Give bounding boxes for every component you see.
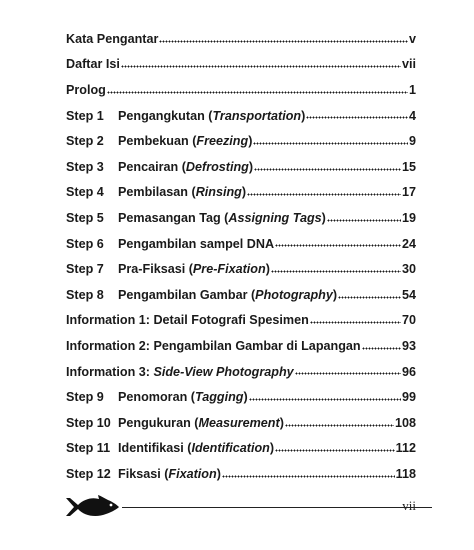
toc-title-text: Prolog xyxy=(66,82,106,97)
toc-title-text: Information 1: Detail Fotografi Spesimen xyxy=(66,313,309,328)
toc-page-number: 96 xyxy=(401,364,416,379)
toc-page-number: 15 xyxy=(401,159,416,174)
toc-page-number: vii xyxy=(401,57,416,72)
toc-title xyxy=(66,83,106,97)
toc-title xyxy=(118,134,252,148)
toc-title-suffix: ) xyxy=(241,185,247,200)
toc-step-label: Step 8 xyxy=(66,287,104,302)
toc-step-label: Step 2 xyxy=(66,134,104,149)
toc-title-italic: Fixation xyxy=(168,466,217,481)
toc-title-text: Pembekuan ( xyxy=(118,134,197,149)
dot-leader xyxy=(121,59,401,69)
toc-page-number: 30 xyxy=(401,262,416,277)
toc-title-text: Pengukuran ( xyxy=(118,415,199,430)
toc-title-text: Pra-Fiksasi ( xyxy=(118,262,193,277)
dot-leader xyxy=(159,34,408,44)
toc-title xyxy=(66,365,294,379)
toc-title-suffix: ) xyxy=(248,134,253,149)
page-footer xyxy=(64,492,424,522)
toc-page-number: 9 xyxy=(408,134,416,149)
toc-entry[interactable] xyxy=(66,52,416,78)
toc-title xyxy=(66,32,158,46)
dot-leader xyxy=(253,136,408,146)
toc-title-italic: Assigning Tags xyxy=(228,210,322,225)
toc-title xyxy=(118,390,248,404)
toc-step-label: Step 6 xyxy=(66,236,104,251)
toc-page-number: 99 xyxy=(401,390,416,405)
toc-title-suffix: ) xyxy=(216,466,221,481)
toc-step-label: Step 3 xyxy=(66,159,104,174)
toc-entry[interactable] xyxy=(66,384,416,410)
toc-title-text: Pengangkutan ( xyxy=(118,108,213,123)
toc-step-label: Step 1 xyxy=(66,108,104,123)
dot-leader xyxy=(295,366,401,376)
toc-title-suffix: ) xyxy=(332,287,338,302)
dot-leader xyxy=(275,238,401,248)
toc-title-italic: Freezing xyxy=(196,134,249,149)
dot-leader xyxy=(275,443,395,453)
toc-title-text: Pembilasan ( xyxy=(118,185,196,200)
toc-title-italic: Pre-Fixation xyxy=(192,262,266,277)
toc-title xyxy=(118,160,253,174)
toc-title-suffix: ) xyxy=(243,390,248,405)
toc-entry[interactable] xyxy=(66,333,416,359)
toc-title xyxy=(118,288,337,302)
toc-page-number: 54 xyxy=(401,287,416,302)
dot-leader xyxy=(247,187,401,197)
toc-entry[interactable] xyxy=(66,103,416,129)
toc-title-text: Fiksasi ( xyxy=(118,466,169,481)
toc-step-label: Step 10 xyxy=(66,415,111,430)
toc-entry[interactable] xyxy=(66,256,416,282)
toc-title-suffix: ) xyxy=(321,210,326,225)
toc-step-label: Step 5 xyxy=(66,210,104,225)
dot-leader xyxy=(327,213,401,223)
toc-page-number: 19 xyxy=(401,210,416,225)
toc-title-suffix: ) xyxy=(279,415,284,430)
toc-entry[interactable] xyxy=(66,231,416,257)
toc-entry[interactable] xyxy=(66,461,416,487)
dot-leader xyxy=(222,469,395,479)
toc-title-suffix: ) xyxy=(301,108,306,123)
toc-title-italic: Rinsing xyxy=(195,185,242,200)
toc-entry[interactable] xyxy=(66,359,416,385)
toc-entry[interactable] xyxy=(66,410,416,436)
dot-leader xyxy=(306,110,408,120)
toc-entry[interactable] xyxy=(66,154,416,180)
dot-leader xyxy=(254,162,401,172)
toc-title-italic: Identification xyxy=(191,441,270,456)
dot-leader xyxy=(285,418,394,428)
toc-title-suffix: ) xyxy=(248,159,254,174)
toc-page-number: 1 xyxy=(408,82,416,97)
dot-leader xyxy=(338,290,401,300)
toc-page-number: 17 xyxy=(401,185,416,200)
fish-icon xyxy=(64,494,120,520)
toc-title-text: Pemasangan Tag ( xyxy=(118,210,229,225)
toc-title xyxy=(118,237,274,251)
toc-title xyxy=(118,262,270,276)
toc-page-number: 70 xyxy=(401,313,416,328)
toc-page-number: 4 xyxy=(408,108,416,123)
toc-title-suffix: ) xyxy=(269,441,275,456)
toc-title-italic: Transportation xyxy=(212,108,302,123)
toc-page-number: 93 xyxy=(401,338,416,353)
toc-page-number: 108 xyxy=(394,415,416,430)
toc-title xyxy=(118,441,274,455)
toc-page-number: v xyxy=(408,31,416,46)
toc-title-italic: Tagging xyxy=(194,390,244,405)
toc-step-label: Step 12 xyxy=(66,466,111,481)
toc-title xyxy=(118,467,221,481)
toc-page-number: 112 xyxy=(395,441,416,456)
dot-leader xyxy=(249,392,401,402)
toc-title-italic: Photography xyxy=(255,287,333,302)
toc-title xyxy=(118,185,246,199)
toc-title-text: Kata Pengantar xyxy=(66,31,159,46)
toc-title-italic: Defrosting xyxy=(185,159,249,174)
toc-title xyxy=(118,211,326,225)
toc-step-label: Step 9 xyxy=(66,390,104,405)
toc-title-italic: Side-View Photography xyxy=(153,364,294,379)
toc-title-text: Pencairan ( xyxy=(118,159,186,174)
toc-title-italic: Measurement xyxy=(198,415,280,430)
toc-step-label: Step 7 xyxy=(66,262,104,277)
toc-title-text: Daftar Isi xyxy=(66,57,120,72)
toc-page-number: 118 xyxy=(395,466,416,481)
toc-title xyxy=(118,109,305,123)
toc-title-text: Pengambilan Gambar ( xyxy=(118,287,256,302)
toc-title-text: Information 3: xyxy=(66,364,154,379)
toc-entry[interactable] xyxy=(66,282,416,308)
toc-entry[interactable] xyxy=(66,26,416,52)
toc-entry[interactable] xyxy=(66,77,416,103)
dot-leader xyxy=(310,315,401,325)
toc-title xyxy=(118,416,284,430)
toc-page-number: 24 xyxy=(401,236,416,251)
toc-title-text: Pengambilan sampel DNA xyxy=(118,236,275,251)
toc-entry[interactable] xyxy=(66,205,416,231)
toc-title-suffix: ) xyxy=(265,262,270,277)
toc-step-label: Step 11 xyxy=(66,441,111,456)
page-number: vii xyxy=(402,498,416,513)
toc-entry[interactable] xyxy=(66,436,416,462)
footer-rule xyxy=(122,507,432,508)
toc-step-label: Step 4 xyxy=(66,185,104,200)
toc-title-text: Penomoran ( xyxy=(118,390,195,405)
dot-leader xyxy=(362,341,401,351)
dot-leader xyxy=(107,85,408,95)
toc-title xyxy=(66,313,309,327)
toc-title-text: Identifikasi ( xyxy=(118,441,192,456)
dot-leader xyxy=(271,264,401,274)
toc-title-text: Information 2: Pengambilan Gambar di Lapangan xyxy=(66,338,361,353)
table-of-contents xyxy=(66,26,416,487)
toc-entry[interactable] xyxy=(66,180,416,206)
toc-title xyxy=(66,57,120,71)
toc-entry[interactable] xyxy=(66,308,416,334)
toc-entry[interactable] xyxy=(66,128,416,154)
toc-title xyxy=(66,339,361,353)
